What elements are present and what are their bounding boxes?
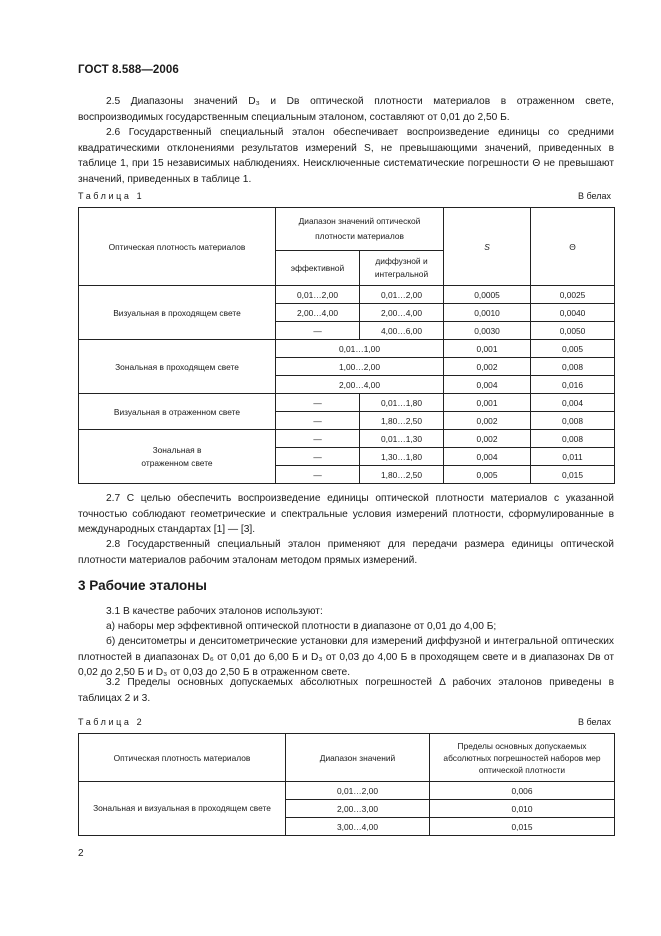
table-cell: 0,01…1,80 bbox=[360, 394, 444, 412]
table-cell: 0,015 bbox=[430, 818, 615, 836]
table-cell: 2,00…4,00 bbox=[360, 304, 444, 322]
table-cell: 0,011 bbox=[531, 448, 615, 466]
table-cell: 0,0010 bbox=[444, 304, 531, 322]
paragraph-2-7: 2.7 С целью обеспечить воспроизведение единицы оптической плотности материалов с указанной точностью соблюдают геометрические и спектральные условия измерений плотности, сформулированные в международных стандартах [1] — [3]. bbox=[78, 493, 614, 536]
table-cell: 0,010 bbox=[430, 800, 615, 818]
table-cell: 1,80…2,50 bbox=[360, 466, 444, 484]
table-cell: 0,008 bbox=[531, 430, 615, 448]
table-cell: 1,30…1,80 bbox=[360, 448, 444, 466]
table-cell: 0,006 bbox=[430, 782, 615, 800]
table-cell: 0,008 bbox=[531, 412, 615, 430]
table-cell: 2,00…4,00 bbox=[276, 376, 444, 394]
table2-caption: Таблица 2 bbox=[78, 717, 145, 727]
table-cell: — bbox=[276, 412, 360, 430]
table2-header-material: Оптическая плотность материалов bbox=[79, 734, 286, 782]
table-cell: 0,0050 bbox=[531, 322, 615, 340]
table-cell: 2,00…3,00 bbox=[286, 800, 430, 818]
table-cell: 0,01…2,00 bbox=[286, 782, 430, 800]
paragraph-2-5: 2.5 Диапазоны значений D₃ и Dв оптической плотности материалов в отраженном свете, воспроизводимых государственным специальным эталоном, составляют от 0,01 до 2,50 Б. bbox=[78, 96, 614, 123]
table-cell: 0,005 bbox=[444, 466, 531, 484]
paragraph-3-1-b: б) денситометры и денситометрические установки для измерений диффузной и интегральной оптических плотностей в диапазонах D₆ от 0,01 до 6,00 Б и D₃ от 0,03 до 4,00 Б в проходящем свете и в диапазонах Dв от 0,02 до 2,50 Б и D₃ от 0,03 до 2,50 Б в отраженном свете. bbox=[78, 636, 614, 679]
table1-header-effective: эффективной bbox=[276, 251, 360, 286]
table-cell: — bbox=[276, 448, 360, 466]
paragraph-3-1-a: а) наборы мер эффективной оптической плотности в диапазоне от 0,01 до 4,00 Б; bbox=[106, 621, 497, 632]
table-cell: 0,01…1,30 bbox=[360, 430, 444, 448]
table-cell: 0,0005 bbox=[444, 286, 531, 304]
table-cell: 0,008 bbox=[531, 358, 615, 376]
table1-caption: Таблица 1 bbox=[78, 191, 145, 201]
table-cell: 0,001 bbox=[444, 340, 531, 358]
table1-header-diffuse: диффузной и интегральной bbox=[360, 251, 444, 286]
table-cell: 0,002 bbox=[444, 430, 531, 448]
table-cell: 0,016 bbox=[531, 376, 615, 394]
table-1 bbox=[78, 207, 615, 484]
paragraph-2-6: 2.6 Государственный специальный эталон обеспечивает воспроизведение единицы со средними квадратическими отклонениями результатов измерений S, не превышающими значений, приведенных в таблице 1, при 15 независимых наблюдениях. Неисключенные систематические погрешности Θ не превышают значений, приведенных в таблице 1. bbox=[78, 127, 614, 185]
table1-group-label: Зональная в отраженном свете bbox=[79, 430, 276, 484]
table1-group-label: Визуальная в проходящем свете bbox=[79, 286, 276, 340]
table1-header-s: S bbox=[444, 208, 531, 286]
table1-group-label: Визуальная в отраженном свете bbox=[79, 394, 276, 430]
table-cell: — bbox=[276, 394, 360, 412]
table-cell: 0,002 bbox=[444, 358, 531, 376]
table2-header-range: Диапазон значений bbox=[286, 734, 430, 782]
table-cell: — bbox=[276, 466, 360, 484]
table-cell: 0,0025 bbox=[531, 286, 615, 304]
table2-units: В белах bbox=[577, 717, 611, 727]
table-cell: 0,001 bbox=[444, 394, 531, 412]
table-cell: 3,00…4,00 bbox=[286, 818, 430, 836]
table-cell: 1,00…2,00 bbox=[276, 358, 444, 376]
table-cell: 0,0030 bbox=[444, 322, 531, 340]
table1-header-range: Диапазон значений оптической плотности материалов bbox=[276, 208, 444, 251]
table-cell: 0,0040 bbox=[531, 304, 615, 322]
table-cell: — bbox=[276, 430, 360, 448]
table-cell: 1,80…2,50 bbox=[360, 412, 444, 430]
paragraph-3-2: 3.2 Пределы основных допускаемых абсолютных погрешностей Δ рабочих эталонов приведены в таблицах 2 и 3. bbox=[78, 677, 614, 704]
table-2 bbox=[78, 733, 615, 836]
table-cell: 0,01…2,00 bbox=[360, 286, 444, 304]
table-cell: 2,00…4,00 bbox=[276, 304, 360, 322]
table-cell: 0,004 bbox=[444, 448, 531, 466]
table-cell: 4,00…6,00 bbox=[360, 322, 444, 340]
table-cell: 0,01…2,00 bbox=[276, 286, 360, 304]
table-cell: — bbox=[276, 322, 360, 340]
table-cell: 0,004 bbox=[531, 394, 615, 412]
standard-header: ГОСТ 8.588—2006 bbox=[78, 64, 179, 76]
table-cell: 0,015 bbox=[531, 466, 615, 484]
table-cell: 0,004 bbox=[444, 376, 531, 394]
paragraph-2-8: 2.8 Государственный специальный эталон применяют для передачи размера единицы оптической плотности материалов рабочим эталонам методом прямых измерений. bbox=[78, 539, 614, 566]
table-cell: 0,005 bbox=[531, 340, 615, 358]
paragraph-3-1: 3.1 В качестве рабочих эталонов используют: bbox=[106, 606, 323, 617]
table2-header-limits: Пределы основных допускаемых абсолютных погрешностей наборов мер оптической плотности bbox=[430, 734, 615, 782]
section-3-title: 3 Рабочие эталоны bbox=[78, 578, 207, 593]
table1-group-label: Зональная в проходящем свете bbox=[79, 340, 276, 394]
table-cell: 0,002 bbox=[444, 412, 531, 430]
table1-header-material: Оптическая плотность материалов bbox=[79, 208, 276, 286]
table-cell: 0,01…1,00 bbox=[276, 340, 444, 358]
table2-row-label: Зональная и визуальная в проходящем свете bbox=[79, 782, 286, 836]
table1-header-theta: Θ bbox=[531, 208, 615, 286]
table1-units: В белах bbox=[577, 191, 611, 201]
page-number: 2 bbox=[78, 848, 84, 859]
